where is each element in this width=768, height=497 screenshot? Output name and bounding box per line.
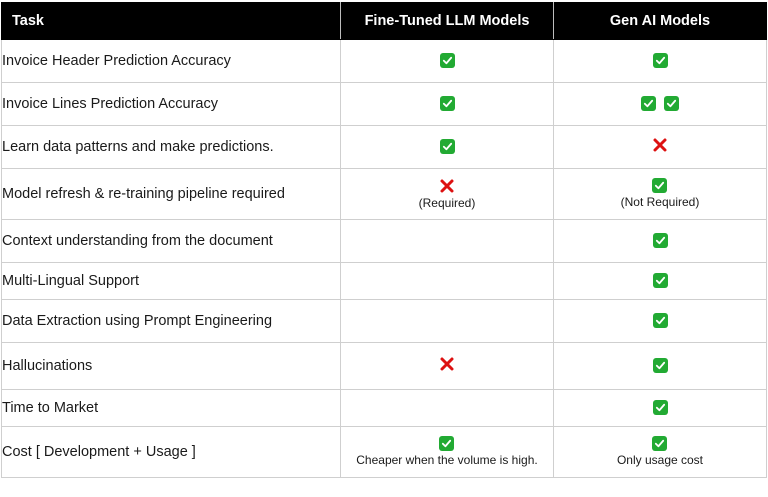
gen-ai-cell (554, 220, 767, 263)
task-cell: Learn data patterns and make predictions. (2, 126, 341, 169)
fine-tuned-cell (341, 83, 554, 126)
check-icon (652, 178, 667, 193)
task-cell: Time to Market (2, 390, 341, 427)
table-row (2, 390, 767, 427)
check-icon (440, 53, 455, 68)
gen-ai-cell (554, 343, 767, 390)
gen-ai-cell (554, 40, 767, 83)
comparison-table (1, 2, 767, 478)
table-row (2, 220, 767, 263)
check-icon (641, 96, 656, 111)
table-row (2, 427, 767, 478)
cell-note: (Required) (418, 195, 476, 210)
gen-ai-cell (554, 427, 767, 478)
check-icon (653, 273, 668, 288)
task-cell: Multi-Lingual Support (2, 263, 341, 300)
check-icon (653, 400, 668, 415)
gen-ai-cell (554, 390, 767, 427)
cell-note: (Not Required) (620, 195, 700, 210)
check-icon (652, 436, 667, 451)
fine-tuned-cell (341, 427, 554, 478)
check-icon (653, 53, 668, 68)
check-icon (653, 313, 668, 328)
task-cell: Cost [ Development + Usage ] (2, 427, 341, 478)
check-icon (664, 96, 679, 111)
cross-icon (439, 178, 455, 194)
task-cell: Invoice Header Prediction Accuracy (2, 40, 341, 83)
fine-tuned-cell (341, 300, 554, 343)
table-row (2, 263, 767, 300)
table-row (2, 343, 767, 390)
gen-ai-cell (554, 83, 767, 126)
cell-note: Only usage cost (616, 453, 704, 468)
fine-tuned-cell (341, 263, 554, 300)
table-row (2, 300, 767, 343)
cross-icon (652, 137, 668, 153)
check-icon (440, 139, 455, 154)
check-icon (653, 358, 668, 373)
check-icon (439, 436, 454, 451)
table-row (2, 169, 767, 220)
fine-tuned-cell (341, 343, 554, 390)
fine-tuned-cell (341, 169, 554, 220)
fine-tuned-cell (341, 220, 554, 263)
gen-ai-cell (554, 300, 767, 343)
header-fine-tuned: Fine-Tuned LLM Models (341, 3, 554, 40)
header-task: Task (2, 3, 341, 40)
cross-icon (439, 356, 455, 372)
gen-ai-cell (554, 263, 767, 300)
check-icon (653, 233, 668, 248)
table-row (2, 83, 767, 126)
header-row (2, 3, 767, 40)
fine-tuned-cell (341, 126, 554, 169)
cell-note: Cheaper when the volume is high. (356, 453, 538, 468)
task-cell: Model refresh & re-training pipeline required (2, 169, 341, 220)
task-cell: Invoice Lines Prediction Accuracy (2, 83, 341, 126)
fine-tuned-cell (341, 40, 554, 83)
table-row (2, 40, 767, 83)
fine-tuned-cell (341, 390, 554, 427)
check-icon (440, 96, 455, 111)
task-cell: Context understanding from the document (2, 220, 341, 263)
gen-ai-cell (554, 169, 767, 220)
header-gen-ai: Gen AI Models (554, 3, 767, 40)
gen-ai-cell (554, 126, 767, 169)
task-cell: Data Extraction using Prompt Engineering (2, 300, 341, 343)
table-row (2, 126, 767, 169)
task-cell: Hallucinations (2, 343, 341, 390)
